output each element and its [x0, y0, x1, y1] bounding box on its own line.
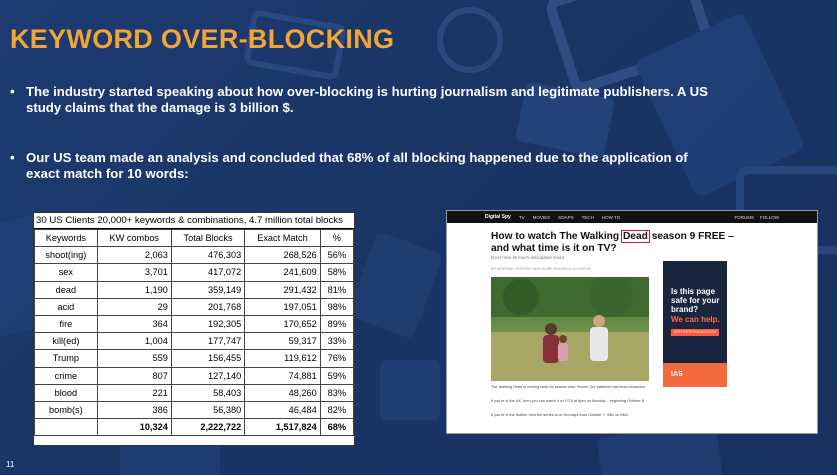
table-cell: crime — [35, 367, 98, 384]
table-row — [35, 367, 354, 384]
ad-text: Is this page — [671, 287, 716, 296]
table-cell: 177,747 — [171, 333, 244, 350]
article-paragraph: If you're in the States, then the series is on Sundays from October 7, 9/8c on AMC. — [491, 413, 630, 417]
table-cell: 58% — [320, 264, 353, 281]
ad-text: safe for your — [671, 296, 720, 305]
table-cell: 58,403 — [171, 384, 244, 401]
table-cell: 68% — [320, 419, 353, 436]
table-cell: 221 — [97, 384, 171, 401]
table-row — [35, 264, 354, 281]
column-header: Exact Match — [245, 230, 320, 247]
table-cell: fire — [35, 315, 98, 332]
table-cell: 83% — [320, 384, 353, 401]
bullet-text: Our US team made an analysis and concluded that 68% of all blocking happened due to the application of exact match for 10 words: — [26, 150, 688, 181]
table-row — [35, 281, 354, 298]
table-cell: 268,526 — [245, 247, 320, 264]
table-row — [35, 384, 354, 401]
ad-text: brand? — [671, 305, 699, 314]
table-cell: dead — [35, 281, 98, 298]
column-header: Keywords — [35, 230, 98, 247]
table-cell: 170,652 — [245, 315, 320, 332]
table-cell: 201,768 — [171, 298, 244, 315]
table-cell: 2,222,722 — [171, 419, 244, 436]
bullet-marker: • — [10, 84, 15, 99]
table-cell: 10,324 — [97, 419, 171, 436]
article-nav-bar — [447, 211, 817, 223]
table-cell: 417,072 — [171, 264, 244, 281]
table-cell: 119,612 — [245, 350, 320, 367]
keyword-table-image — [33, 212, 355, 446]
table-cell: 56,380 — [171, 401, 244, 418]
article-headline — [491, 231, 751, 254]
nav-item: FOLLOW — [759, 214, 779, 220]
column-header: Total Blocks — [171, 230, 244, 247]
table-cell: 1,190 — [97, 281, 171, 298]
nav-item: TV — [518, 214, 525, 220]
article-paragraph: The Walking Dead is coming back for season nine. Boom! Our patience has been rewarded. — [491, 385, 646, 389]
table-cell: 1,004 — [97, 333, 171, 350]
table-row — [35, 401, 354, 418]
table-cell: Trump — [35, 350, 98, 367]
bullet-marker: • — [10, 150, 15, 165]
table-cell: 46,484 — [245, 401, 320, 418]
table-total-row — [35, 419, 354, 436]
table-cell: 56% — [320, 247, 353, 264]
table-row — [35, 315, 354, 332]
table-cell: 192,305 — [171, 315, 244, 332]
table-cell: 89% — [320, 315, 353, 332]
table-cell: acid — [35, 298, 98, 315]
table-cell: 98% — [320, 298, 353, 315]
headline-part: season 9 FREE – and what time is it on TV? — [491, 231, 734, 254]
table-cell: bomb(s) — [35, 401, 98, 418]
slide-number: 11 — [6, 460, 15, 469]
table-row — [35, 298, 354, 315]
table-cell: 359,149 — [171, 281, 244, 298]
table-cell: 386 — [97, 401, 171, 418]
table-cell: 29 — [97, 298, 171, 315]
table-cell: kill(ed) — [35, 333, 98, 350]
advertisement-banner — [663, 261, 727, 387]
highlighted-keyword: Dead — [622, 231, 648, 242]
people-photo-illustration — [491, 277, 649, 381]
table-cell: 127,140 — [171, 367, 244, 384]
table-cell — [35, 419, 98, 436]
nav-item: SOAPS — [558, 214, 574, 220]
table-cell: 156,455 — [171, 350, 244, 367]
article-screenshot — [446, 210, 818, 434]
nav-item: FORUMS — [734, 214, 754, 220]
nav-item: TECH — [581, 214, 594, 220]
table-cell: 807 — [97, 367, 171, 384]
bullet-point — [10, 84, 710, 116]
nav-item: HOW TO — [601, 214, 621, 220]
nav-item: MOVIES — [532, 214, 551, 220]
table-cell: 3,701 — [97, 264, 171, 281]
column-header: KW combos — [97, 230, 171, 247]
table-cell: 364 — [97, 315, 171, 332]
table-cell: 59,317 — [245, 333, 320, 350]
table-cell: 559 — [97, 350, 171, 367]
slide-title: KEYWORD OVER-BLOCKING — [10, 24, 395, 54]
table-row — [35, 247, 354, 264]
ad-cta-button: VISIT INTEGRALADS.COM — [671, 329, 719, 336]
table-cell: 197,051 — [245, 298, 320, 315]
table-cell: 1,517,824 — [245, 419, 320, 436]
ad-brand-logo: IAS — [663, 363, 727, 387]
table-cell: 476,303 — [171, 247, 244, 264]
ad-text-highlight: We can help. — [671, 315, 720, 324]
site-logo: Digital Spy — [485, 214, 511, 220]
table-cell: 33% — [320, 333, 353, 350]
headline-part: How to watch The Walking — [491, 231, 622, 242]
table-cell: 48,260 — [245, 384, 320, 401]
table-cell: 82% — [320, 401, 353, 418]
bullet-point — [10, 150, 710, 182]
article-photo — [491, 277, 649, 381]
table-cell: 241,609 — [245, 264, 320, 281]
table-cell: 74,881 — [245, 367, 320, 384]
bullet-text: The industry started speaking about how over-blocking is hurting journalism and legitimate publishers. A US study claims that the damage is 3 billion $. — [26, 84, 708, 115]
table-cell: 2,063 — [97, 247, 171, 264]
table-cell: 81% — [320, 281, 353, 298]
column-header: % — [320, 230, 353, 247]
article-subtitle: Don't miss its much-anticipated return. — [491, 255, 566, 260]
table-caption: 30 US Clients 20,000+ keywords & combinations, 4.7 million total blocks — [34, 213, 354, 229]
table-row — [35, 350, 354, 367]
article-byline: BY MORGAN JEFFERY AND ELIBE EDDISON 11/10/2018 — [491, 267, 591, 271]
article-paragraph: If you're in the UK, then you can watch it on FOX at 8pm on Monday – beginning October 8. — [491, 399, 645, 403]
table-cell: sex — [35, 264, 98, 281]
table-cell: shoot(ing) — [35, 247, 98, 264]
table-cell: 291,432 — [245, 281, 320, 298]
table-cell: blood — [35, 384, 98, 401]
table-row — [35, 333, 354, 350]
keyword-table — [34, 229, 354, 436]
table-cell: 59% — [320, 367, 353, 384]
table-cell: 76% — [320, 350, 353, 367]
table-header-row — [35, 230, 354, 247]
